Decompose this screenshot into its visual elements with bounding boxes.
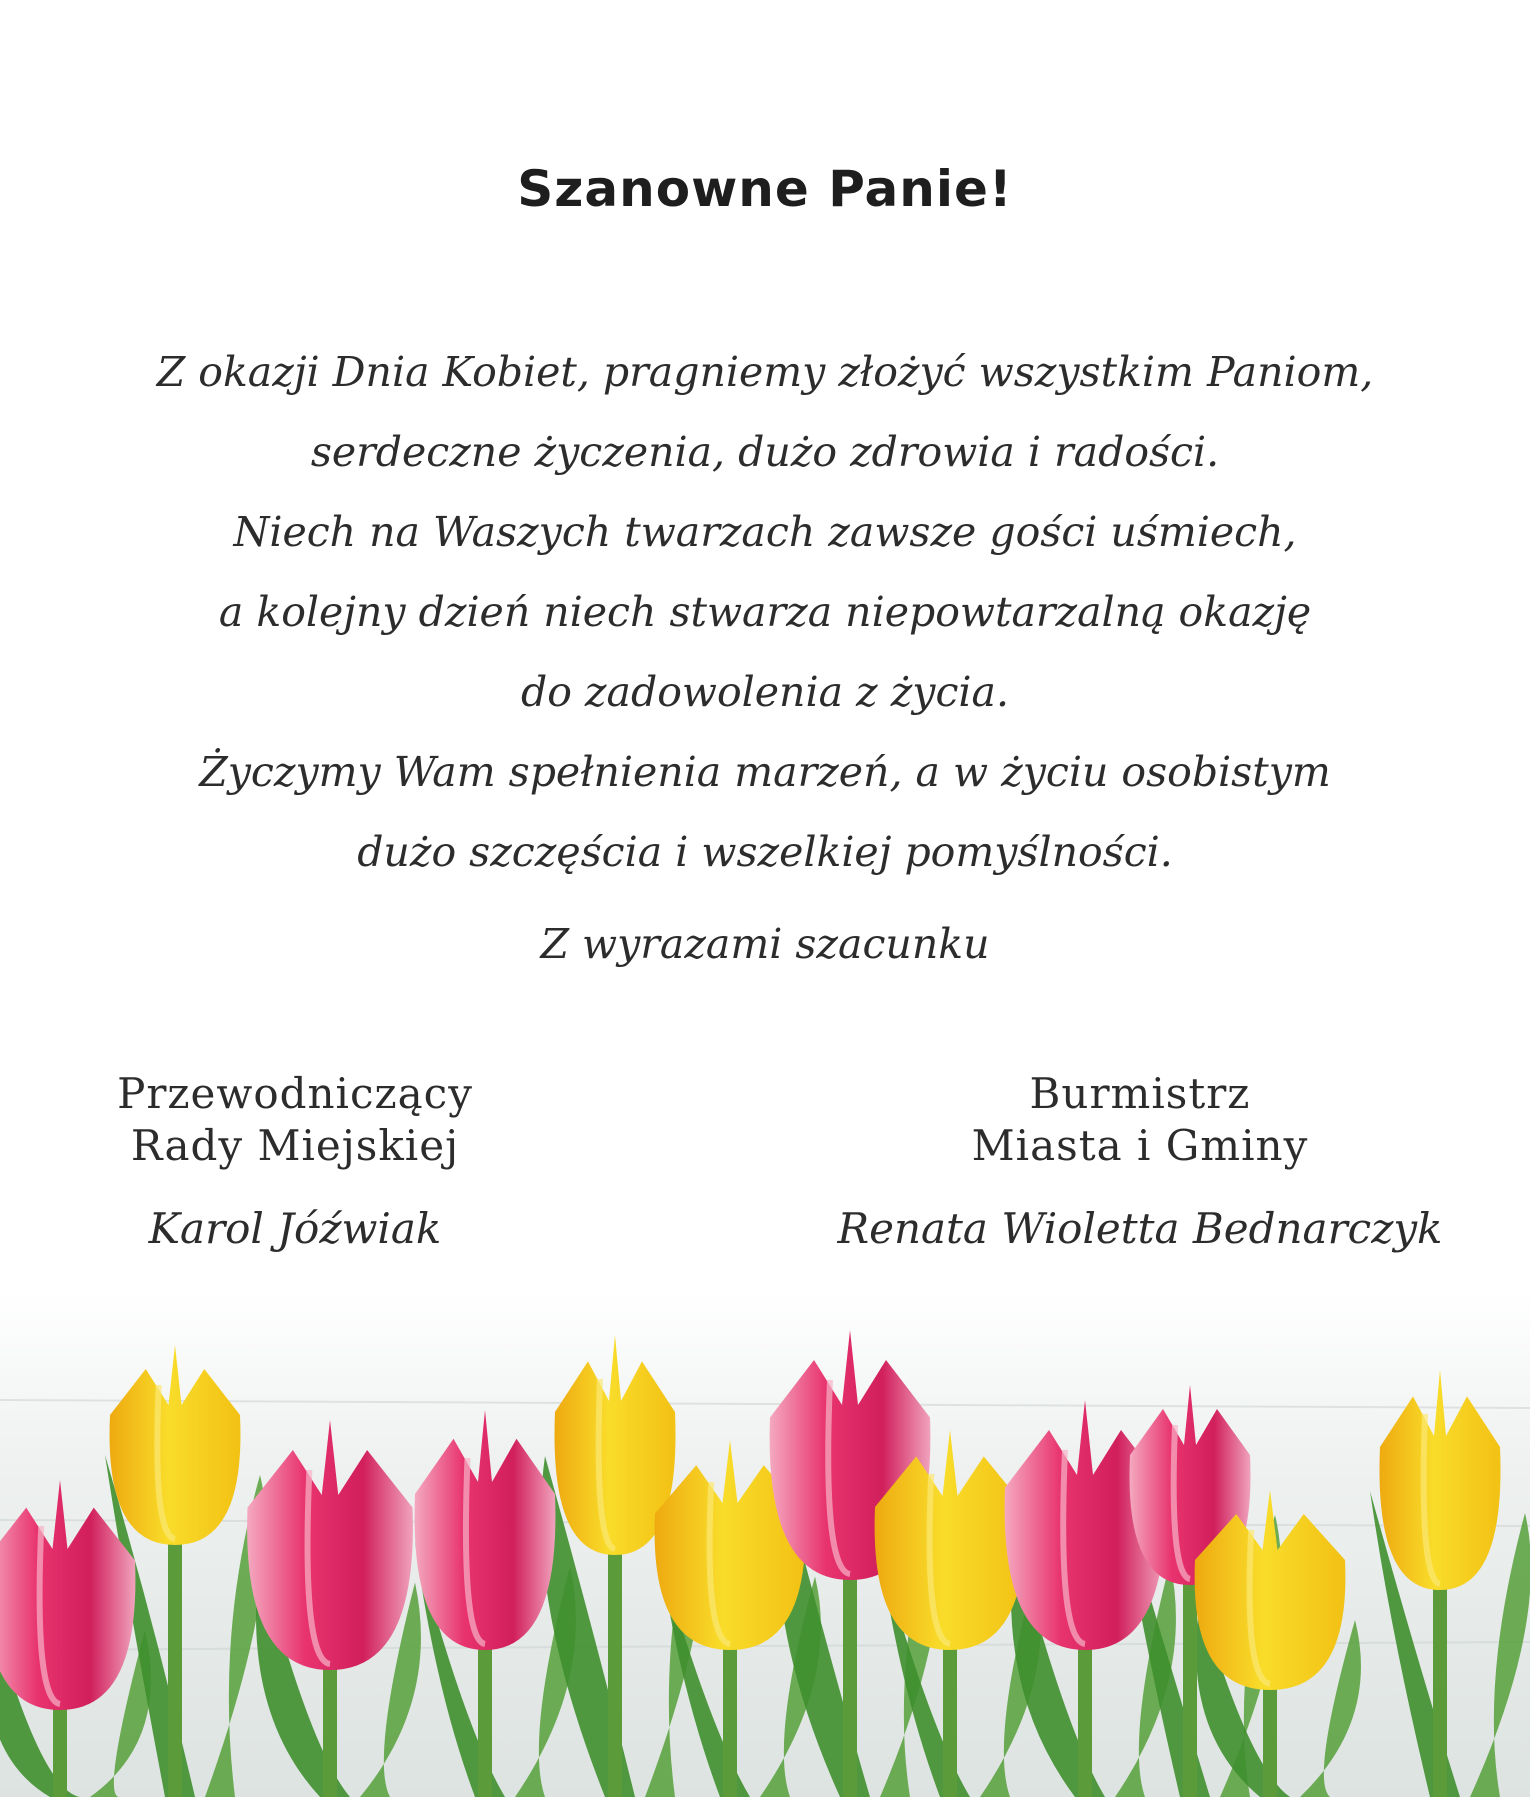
message-line: serdeczne życzenia, dużo zdrowia i radości. bbox=[310, 428, 1220, 476]
signature-name: Renata Wioletta Bednarczyk bbox=[837, 1204, 1443, 1253]
greeting-message bbox=[40, 332, 1490, 892]
tulip-stem bbox=[1433, 1570, 1447, 1797]
signature-name: Karol Jóźwiak bbox=[148, 1204, 442, 1253]
tulip-stem bbox=[943, 1630, 957, 1797]
tulip-stem bbox=[1183, 1565, 1197, 1797]
signature-mayor bbox=[820, 1068, 1460, 1253]
signature-council-chair bbox=[80, 1068, 510, 1253]
tulip-stem bbox=[323, 1650, 337, 1797]
message-line: Z okazji Dnia Kobiet, pragniemy złożyć wszystkim Paniom, bbox=[156, 348, 1374, 396]
message-line: dużo szczęścia i wszelkiej pomyślności. bbox=[357, 828, 1173, 876]
message-line: Niech na Waszych twarzach zawsze gości uśmiech, bbox=[233, 508, 1297, 556]
message-line: a kolejny dzień niech stwarza niepowtarzalną okazję bbox=[218, 588, 1312, 636]
signature-role-line: Przewodniczący bbox=[117, 1069, 473, 1118]
signature-role-line: Miasta i Gminy bbox=[971, 1121, 1309, 1170]
tulip-stem bbox=[1078, 1630, 1092, 1797]
message-line: do zadowolenia z życia. bbox=[520, 668, 1010, 716]
card-title: Szanowne Panie! bbox=[517, 160, 1013, 218]
message-line: Życzymy Wam spełnienia marzeń, a w życiu osobistym bbox=[199, 748, 1331, 796]
tulip-stem bbox=[843, 1560, 857, 1797]
tulip-stem bbox=[608, 1535, 622, 1797]
closing-phrase: Z wyrazami szacunku bbox=[540, 920, 990, 968]
tulip-border-decoration-icon bbox=[0, 1290, 1530, 1797]
signature-role-line: Burmistrz bbox=[1029, 1069, 1251, 1118]
signature-role-line: Rady Miejskiej bbox=[130, 1121, 460, 1170]
tulip-stem bbox=[478, 1630, 492, 1797]
tulip-stem bbox=[168, 1525, 182, 1797]
tulip-stem bbox=[723, 1630, 737, 1797]
